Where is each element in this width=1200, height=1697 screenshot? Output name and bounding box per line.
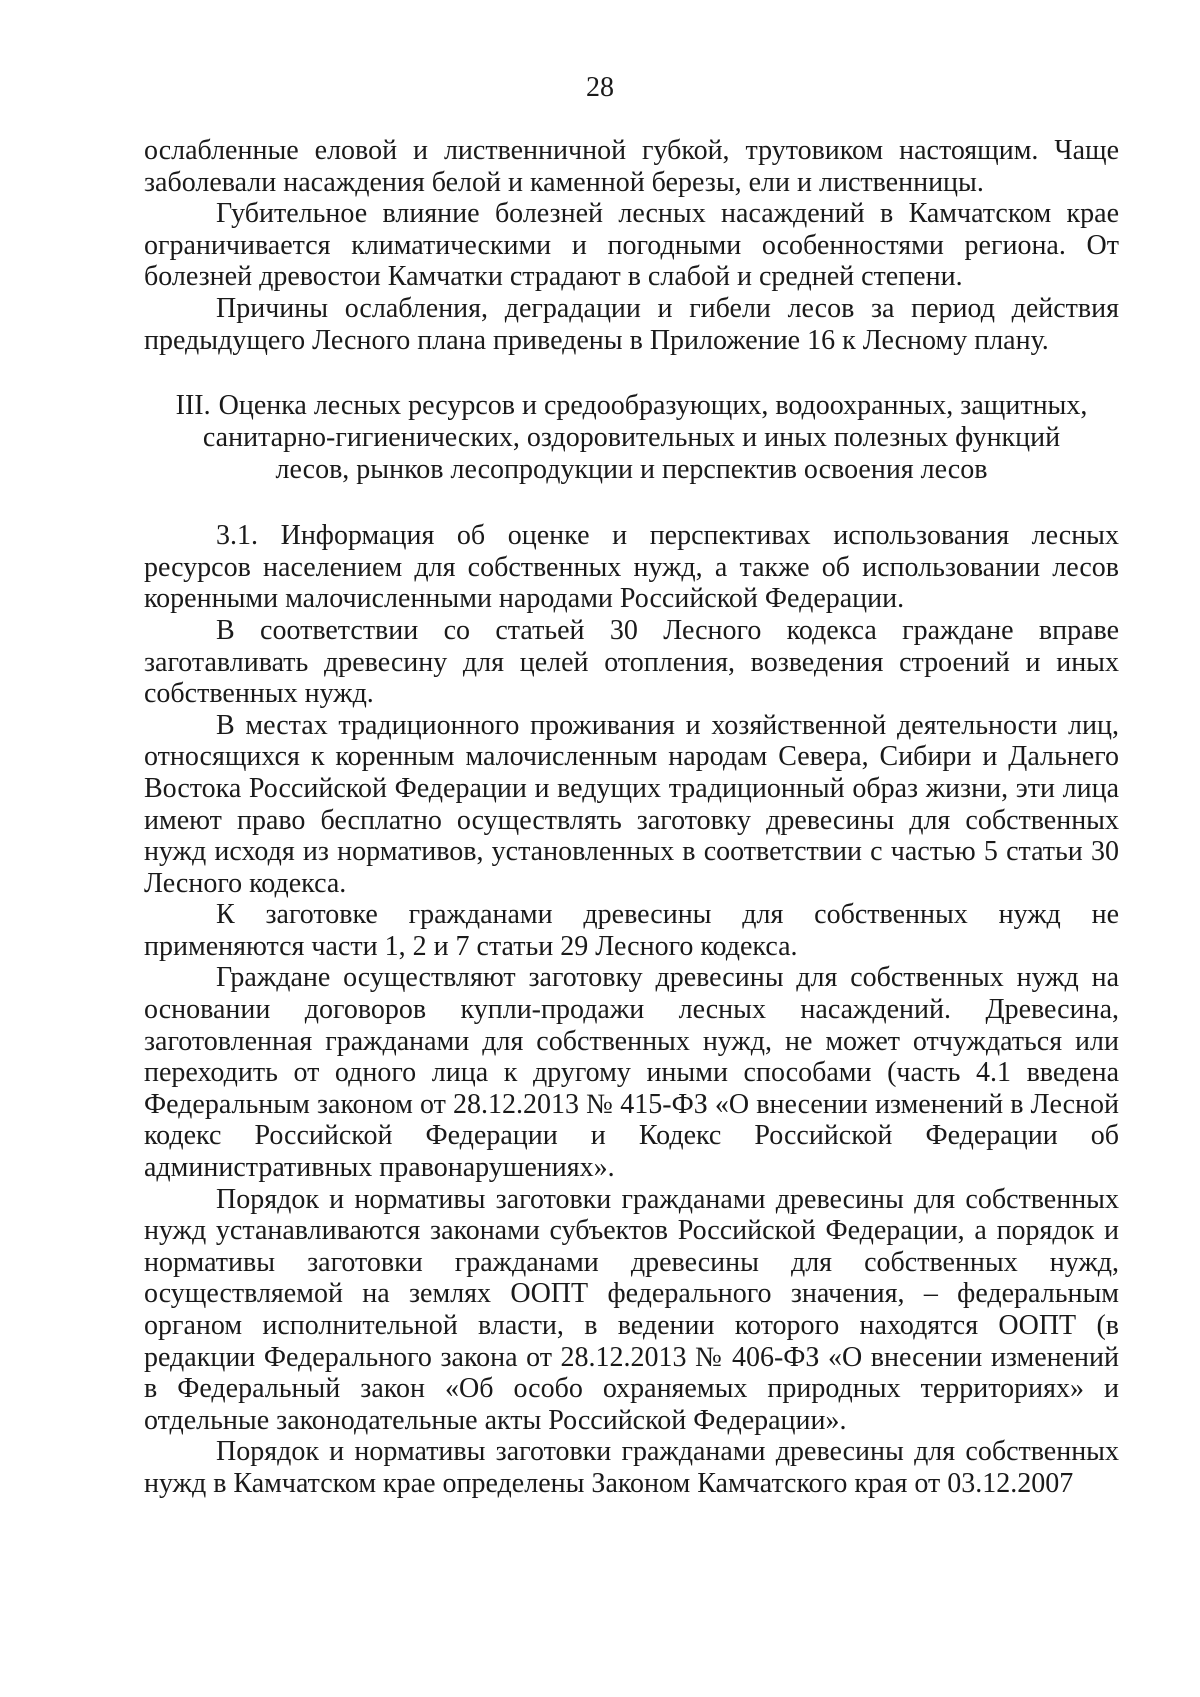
section-heading [144,390,1119,486]
paragraph: ослабленные еловой и лиственничной губкой, трутовиком настоящим. Чаще заболевали насаждения белой и каменной березы, ели и лиственницы. [144,135,1119,198]
section-title: Оценка лесных ресурсов и средообразующих, водоохранных, защитных, санитарно-гигиенических, оздоровительных и иных полезных функций лесов, рынков лесопродукции и перспектив освоения лесов [202,390,1088,486]
paragraph: В местах традиционного проживания и хозяйственной деятельности лиц, относящихся к коренным малочисленным народам Севера, Сибири и Дальнего Востока Российской Федерации и ведущих традиционный образ жизни, эти лица имеют право бесплатно осуществлять заготовку древесины для собственных нужд исходя из нормативов, установленных в соответствии с частью 5 статьи 30 Лесного кодекса. [144,709,1119,899]
paragraph: К заготовке гражданами древесины для собственных нужд не применяются части 1, 2 и 7 статьи 29 Лесного кодекса. [144,899,1119,962]
paragraph: Порядок и нормативы заготовки гражданами древесины для собственных нужд в Камчатском крае определены Законом Камчатского края от 03.12.2007 [144,1436,1119,1499]
paragraph: Причины ослабления, деградации и гибели лесов за период действия предыдущего Лесного плана приведены в Приложение 16 к Лесному плану. [144,292,1119,356]
paragraph: Губительное влияние болезней лесных насаждений в Камчатском крае ограничивается климатическими и погодными особенностями региона. От болезней древостои Камчатки страдают в слабой и средней степени. [144,198,1119,293]
section-number: III. [175,390,211,422]
paragraph: В соответствии со статьей 30 Лесного кодекса граждане вправе заготавливать древесину для целей отопления, возведения строений и иных собственных нужд. [144,614,1119,710]
page-number: 28 [586,72,614,103]
paragraph: Граждане осуществляют заготовку древесины для собственных нужд на основании договоров купли-продажи лесных насаждений. Древесина, заготовленная гражданами для собственных нужд, не может отчуждаться или переходить от одного лица к другому иными способами (часть 4.1 введена Федеральным законом от 28.12.2013 № 415-ФЗ «О внесении изменений в Лесной кодекс Российской Федерации и Кодекс Российской Федерации об административных правонарушениях». [144,962,1119,1184]
page-content [144,135,1119,1500]
paragraph: 3.1. Информация об оценке и перспективах использования лесных ресурсов населением для собственных нужд, а также об использовании лесов коренными малочисленными народами Российской Федерации. [144,520,1119,615]
paragraph: Порядок и нормативы заготовки гражданами древесины для собственных нужд устанавливаются законами субъектов Российской Федерации, а порядок и нормативы заготовки гражданами древесины для собственных нужд, осуществляемой на землях ООПТ федерального значения, – федеральным органом исполнительной власти, в ведении которого находятся ООПТ (в редакции Федерального закона от 28.12.2013 № 406-ФЗ «О внесении изменений в Федеральный закон «Об особо охраняемых природных территориях» и отдельные законодательные акты Российской Федерации». [144,1183,1119,1436]
